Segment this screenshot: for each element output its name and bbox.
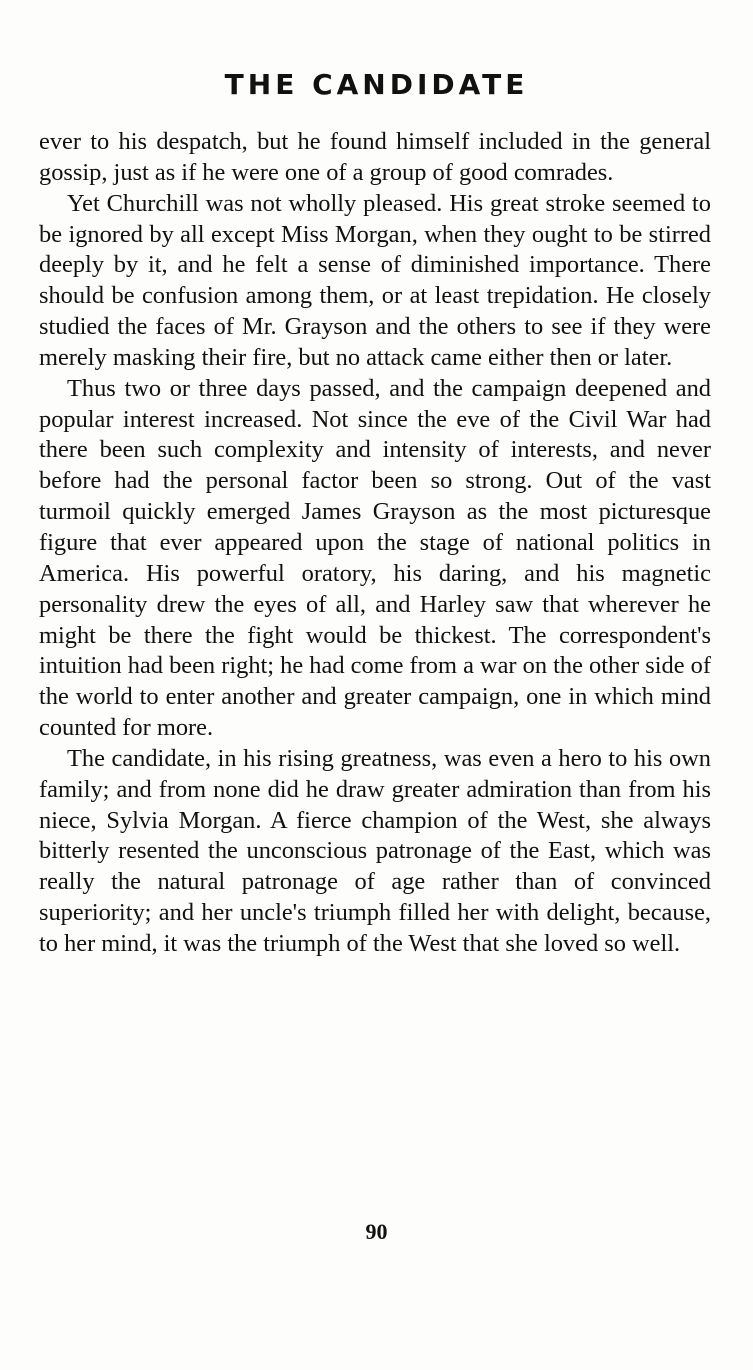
paragraph-candidate: The candidate, in his rising greatness, was even a hero to his own family; and from none did he draw greater admiration than from his niece, Sylvia Morgan. A fierce champion of the West, she always bitterly resented the unconscious patronage of the East, which was really the natural patronage of age rather than of convinced superiority; and her uncle's triumph filled her with delight, because, to her mind, it was the triumph of the West that she loved so well.: [39, 744, 711, 957]
paragraph-continued: ever to his despatch, but he found himself included in the general gossip, just as if he were one of a group of good comrades.: [39, 128, 711, 186]
body-text: [39, 127, 711, 960]
paragraph-churchill: Yet Churchill was not wholly pleased. His great stroke seemed to be ignored by all except Miss Morgan, when they ought to be stirred deeply by it, and he felt a sense of diminished importance. There should be confusion among them, or at least trepidation. He closely studied the faces of Mr. Grayson and the others to see if they were merely masking their fire, but no attack came either then or later.: [39, 189, 711, 371]
paragraph-campaign: Thus two or three days passed, and the campaign deepened and popular interest increased. Not since the eve of the Civil War had there been such complexity and intensity of interests, and never before had the personal factor been so strong. Out of the vast turmoil quickly emerged James Grayson as the most picturesque figure that ever appeared upon the stage of national politics in America. His powerful oratory, his daring, and his magnetic personality drew the eyes of all, and Harley saw that wherever he might be there the fight would be thickest. The correspondent's intuition had been right; he had come from a war on the other side of the world to enter another and greater campaign, one in which mind counted for more.: [39, 374, 711, 742]
running-title: THE CANDIDATE: [224, 68, 529, 101]
page-number: 90: [365, 1219, 388, 1244]
